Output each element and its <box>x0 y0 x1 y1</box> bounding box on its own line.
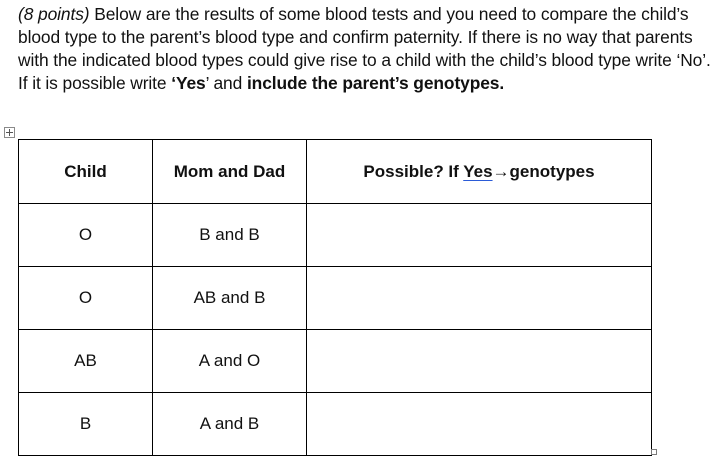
row-answer-cell[interactable] <box>307 204 652 267</box>
header-possible <box>307 140 652 204</box>
blood-type-table <box>18 139 652 456</box>
table-move-handle-icon[interactable] <box>4 127 15 138</box>
row-answer-cell[interactable] <box>307 330 652 393</box>
row-answer-cell[interactable] <box>307 267 652 330</box>
header-yes-word: Yes <box>463 161 493 181</box>
points-label: (8 points) <box>18 4 90 24</box>
row-parents-types: A and B <box>153 393 307 456</box>
row-parents-types: AB and B <box>153 267 307 330</box>
question-paragraph <box>18 3 720 95</box>
header-arrow-icon: → <box>492 161 510 181</box>
table-row <box>19 393 652 456</box>
question-text: Below are the results of some blood tests and you need to compare the child’s blood type to the parent’s blood type and confirm paternity. If there is no way that parents with the indicated blood types could give rise to a child with the child’s blood type write ‘No’. If it is possible write <box>18 4 711 93</box>
table-row <box>19 204 652 267</box>
include-genotypes-text: include the parent’s genotypes. <box>246 73 505 93</box>
row-child-type: B <box>19 393 153 456</box>
header-genotypes: genotypes <box>509 161 595 181</box>
table-header-row <box>19 140 652 204</box>
row-parents-types: B and B <box>153 204 307 267</box>
table-row <box>19 267 652 330</box>
row-child-type: O <box>19 267 153 330</box>
yes-quote-open: ‘ <box>171 73 176 93</box>
and-text: and <box>208 73 247 93</box>
row-answer-cell[interactable] <box>307 393 652 456</box>
yes-quote-close: ’ <box>205 73 209 93</box>
row-child-type: O <box>19 204 153 267</box>
header-possible-prefix: Possible? If <box>363 161 464 181</box>
table-resize-handle-icon[interactable] <box>651 449 657 455</box>
row-parents-types: A and O <box>153 330 307 393</box>
header-child: Child <box>19 140 153 204</box>
header-mom-and-dad: Mom and Dad <box>153 140 307 204</box>
yes-word: Yes <box>175 73 206 93</box>
table-row <box>19 330 652 393</box>
row-child-type: AB <box>19 330 153 393</box>
